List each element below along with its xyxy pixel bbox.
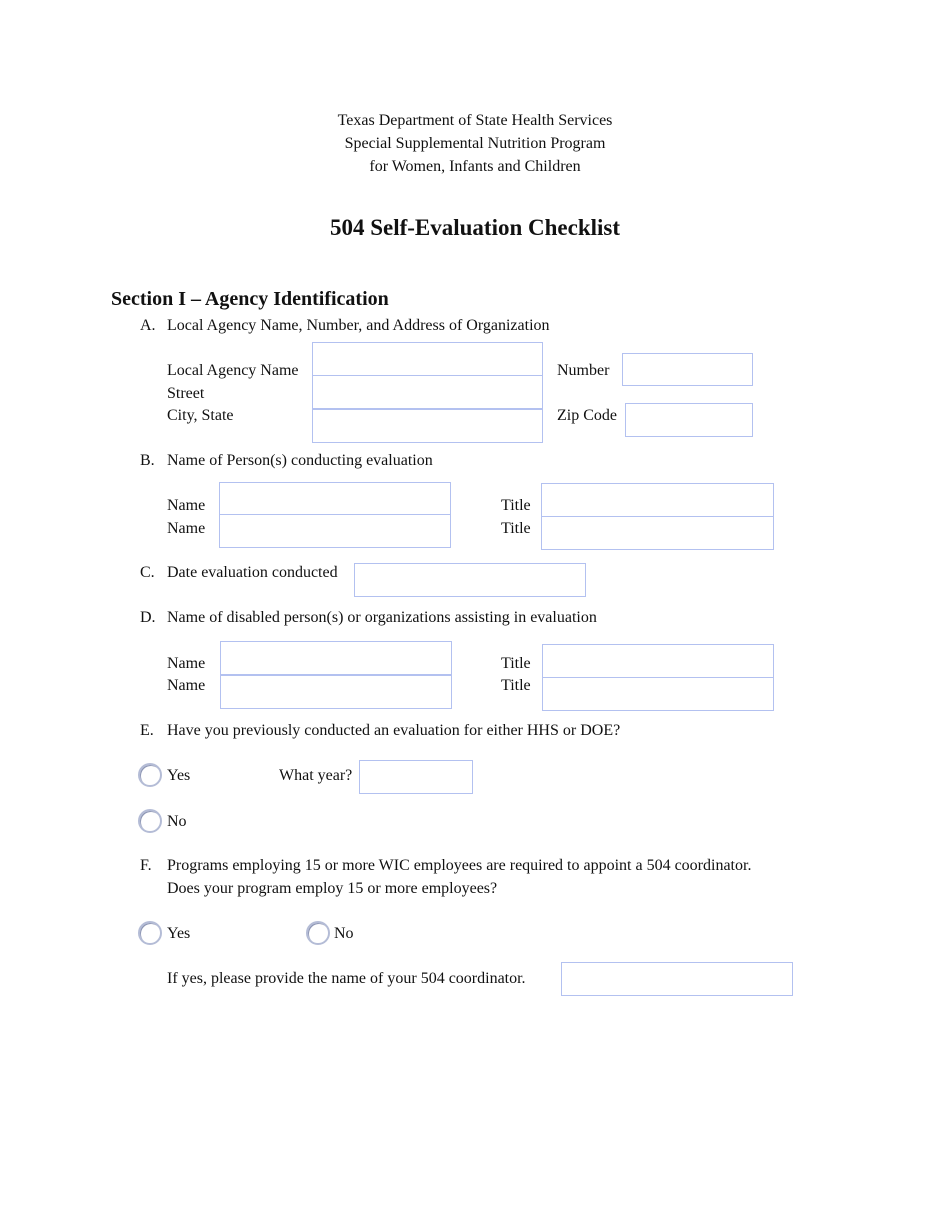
evaluator-name-label-2: Name <box>167 520 206 537</box>
item-e-text: Have you previously conducted an evaluation for either HHS or DOE? <box>167 722 621 739</box>
item-c-letter: C. <box>140 564 155 581</box>
number-field[interactable] <box>622 353 753 386</box>
evaluator-name-label-1: Name <box>167 497 206 514</box>
assistant-title-label-1: Title <box>501 655 531 672</box>
employs-15-no-radio[interactable] <box>306 921 330 945</box>
prior-eval-no-label: No <box>167 813 187 830</box>
zip-code-field[interactable] <box>625 403 753 437</box>
employs-15-yes-label: Yes <box>167 925 191 942</box>
item-d-text: Name of disabled person(s) or organizations assisting in evaluation <box>167 609 597 626</box>
header-line-3: for Women, Infants and Children <box>369 158 581 175</box>
item-a-letter: A. <box>140 317 156 334</box>
employs-15-yes-radio[interactable] <box>138 921 162 945</box>
item-f-letter: F. <box>140 857 152 874</box>
street-field[interactable] <box>312 375 543 409</box>
coordinator-name-field[interactable] <box>561 962 793 996</box>
assistant-title-label-2: Title <box>501 677 531 694</box>
prior-eval-year-field[interactable] <box>359 760 473 794</box>
item-f-text-line-1: Programs employing 15 or more WIC employees are required to appoint a 504 coordinator. <box>167 857 752 874</box>
evaluator-title-field-2[interactable] <box>541 516 774 550</box>
employs-15-no-label: No <box>334 925 354 942</box>
evaluator-title-label-2: Title <box>501 520 531 537</box>
item-e-letter: E. <box>140 722 154 739</box>
agency-name-field[interactable] <box>312 342 543 376</box>
page-title: 504 Self-Evaluation Checklist <box>329 215 621 240</box>
item-c-text: Date evaluation conducted <box>167 564 338 581</box>
evaluator-name-field-1[interactable] <box>219 482 451 516</box>
item-f-text-line-2: Does your program employ 15 or more employees? <box>167 880 498 897</box>
coordinator-label: If yes, please provide the name of your 504 coordinator. <box>167 970 526 987</box>
number-label: Number <box>557 362 610 379</box>
assistant-name-field-2[interactable] <box>220 675 452 709</box>
evaluator-title-label-1: Title <box>501 497 531 514</box>
street-label: Street <box>167 385 205 402</box>
item-d-letter: D. <box>140 609 156 626</box>
item-a-text: Local Agency Name, Number, and Address of Organization <box>167 317 550 334</box>
assistant-title-field-1[interactable] <box>542 644 774 678</box>
evaluator-title-field-1[interactable] <box>541 483 774 517</box>
assistant-title-field-2[interactable] <box>542 677 774 711</box>
agency-name-label: Local Agency Name <box>167 362 299 379</box>
prior-eval-year-label: What year? <box>279 767 353 784</box>
assistant-name-label-2: Name <box>167 677 206 694</box>
evaluation-date-field[interactable] <box>354 563 586 597</box>
assistant-name-field-1[interactable] <box>220 641 452 675</box>
header-line-2: Special Supplemental Nutrition Program <box>344 135 606 152</box>
item-b-text: Name of Person(s) conducting evaluation <box>167 452 433 469</box>
prior-eval-yes-label: Yes <box>167 767 191 784</box>
assistant-name-label-1: Name <box>167 655 206 672</box>
city-state-label: City, State <box>167 407 234 424</box>
prior-eval-yes-radio[interactable] <box>138 763 162 787</box>
zip-label: Zip Code <box>557 407 617 424</box>
prior-eval-no-radio[interactable] <box>138 809 162 833</box>
evaluator-name-field-2[interactable] <box>219 514 451 548</box>
header-line-1: Texas Department of State Health Services <box>337 112 613 129</box>
section-heading: Section I – Agency Identification <box>111 288 389 310</box>
city-state-field[interactable] <box>312 409 543 443</box>
item-b-letter: B. <box>140 452 155 469</box>
